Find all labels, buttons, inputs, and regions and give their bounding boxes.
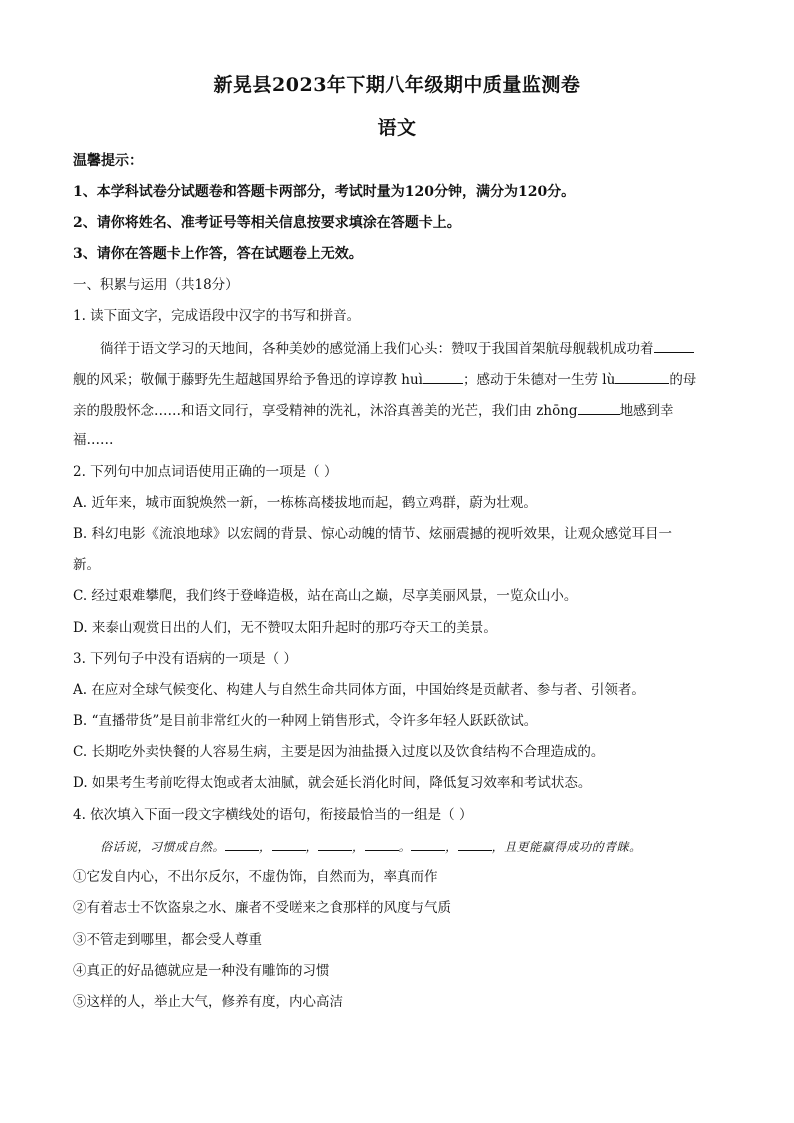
answer-blank[interactable]: [458, 836, 492, 851]
answer-blank[interactable]: [411, 836, 445, 851]
q1-paragraph-line-1: [100, 338, 694, 359]
q3-option-c: C. 长期吃外卖快餐的人容易生病，主要是因为油盐摄入过度以及饮食结构不合理造成的。: [73, 744, 605, 760]
q3-option-a: A. 在应对全球气候变化、构建人与自然生命共同体方面，中国始终是贡献者、参与者、引领者。: [73, 682, 645, 698]
q1-text: ；感动于朱德对一生劳 lù: [463, 372, 616, 388]
q1-text: 徜徉于语文学习的天地间，各种美妙的感觉涌上我们心头：赞叹于我国首架航母舰载机成功着: [100, 341, 654, 357]
q4-passage-start: 俗话说，习惯成自然。: [100, 840, 226, 854]
q2-option-a: A. 近年来，城市面貌焕然一新，一栋栋高楼拔地而起，鹤立鸡群，蔚为壮观。: [73, 495, 537, 511]
notice-item-2: 2、请你将姓名、准考证号等相关信息按要求填涂在答题卡上。: [73, 215, 461, 231]
answer-blank[interactable]: [423, 369, 463, 384]
q1-stem: 1. 读下面文字，完成语段中汉字的书写和拼音。: [73, 308, 361, 324]
q4-item-1: ①它发自内心，不出尔反尔，不虚伪饰，自然而为，率真而作: [73, 869, 438, 885]
q4-stem: 4. 依次填入下面一段文字横线处的语句，衔接最恰当的一组是（ ）: [73, 807, 473, 823]
notice-item-3: 3、请你在答题卡上作答，答在试题卷上无效。: [73, 246, 363, 262]
q3-option-b: B. “直播带货”是目前非常红火的一种网上销售形式，令许多年轻人跃跃欲试。: [73, 713, 538, 729]
q1-text: 的母: [669, 372, 697, 388]
q1-paragraph-line-2: [73, 369, 696, 390]
answer-blank[interactable]: [654, 338, 694, 353]
answer-blank[interactable]: [272, 836, 306, 851]
notice-heading: 温馨提示：: [73, 153, 143, 169]
q1-paragraph-line-3: [73, 400, 674, 421]
answer-blank[interactable]: [365, 836, 399, 851]
section-heading: 一、积累与运用（共18分）: [73, 277, 239, 293]
q2-option-d: D. 来泰山观赏日出的人们，无不赞叹太阳升起时的那巧夺天工的美景。: [73, 620, 497, 636]
q4-item-4: ④真正的好品德就应是一种没有雕饰的习惯: [73, 963, 330, 979]
notice-item-1: 1、本学科试卷分试题卷和答题卡两部分，考试时量为120分钟，满分为120分。: [73, 184, 576, 200]
q1-text: 亲的殷殷怀念……和语文同行，享受精神的洗礼，沐浴真善美的光芒，我们由 zhōng: [73, 403, 578, 419]
q2-stem: 2. 下列句中加点词语使用正确的一项是（ ）: [73, 464, 338, 480]
q4-item-2: ②有着志士不饮盗泉之水、廉者不受嗟来之食那样的风度与气质: [73, 900, 451, 916]
q1-text: 地感到幸: [619, 403, 674, 419]
q3-stem: 3. 下列句子中没有语病的一项是（ ）: [73, 651, 297, 667]
q4-passage: 俗话说，习惯成自然。 ， ， ， 。 ， ，且更能赢得成功的青睐。: [100, 836, 642, 857]
q4-passage-end: ，且更能赢得成功的青睐。: [491, 840, 642, 854]
answer-blank[interactable]: [318, 836, 352, 851]
answer-blank[interactable]: [578, 400, 620, 415]
q2-option-b: B. 科幻电影《流浪地球》以宏阔的背景、惊心动魄的情节、炫丽震撼的视听效果，让观众感觉耳目一: [73, 526, 673, 542]
q4-item-3: ③不管走到哪里，都会受人尊重: [73, 932, 262, 948]
q2-option-c: C. 经过艰难攀爬，我们终于登峰造极，站在高山之巅，尽享美丽风景，一览众山小。: [73, 588, 578, 604]
q1-text: 舰的风采；敬佩于藤野先生超越国界给予鲁迅的谆谆教 huì: [73, 372, 423, 388]
answer-blank[interactable]: [225, 836, 259, 851]
q3-option-d: D. 如果考生考前吃得太饱或者太油腻，就会延长消化时间，降低复习效率和考试状态。: [73, 775, 592, 791]
subject-title: 语文: [377, 117, 417, 139]
answer-blank[interactable]: [615, 369, 669, 384]
q1-paragraph-line-4: 福……: [73, 432, 114, 448]
q2-option-b-cont: 新。: [73, 557, 100, 573]
q4-item-5: ⑤这样的人，举止大气，修养有度，内心高洁: [73, 994, 343, 1010]
exam-title: 新晃县2023年下期八年级期中质量监测卷: [213, 74, 581, 96]
